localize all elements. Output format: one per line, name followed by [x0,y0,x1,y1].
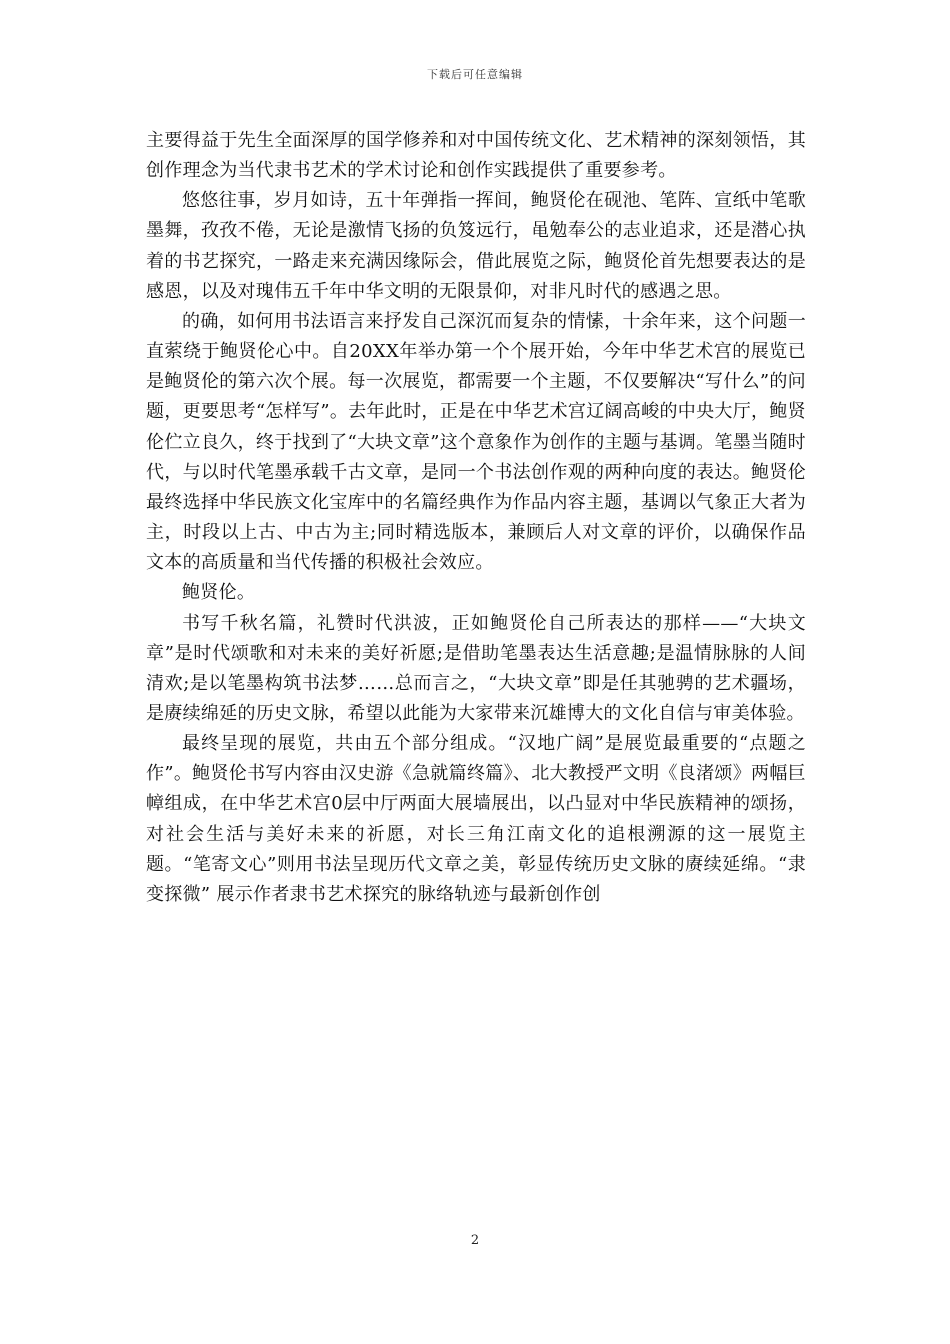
document-body [146,126,806,910]
paragraph-3: 的确，如何用书法语言来抒发自己深沉而复杂的情愫，十余年来，这个问题一直萦绕于鲍贤伦心中。自20XX年举办第一个个展开始，今年中华艺术宫的展览已是鲍贤伦的第六次个展。每一次展览，都需要一个主题，不仅要解决“写什么”的问题，更要思考“怎样写”。去年此时，正是在中华艺术宫辽阔高峻的中央大厅，鲍贤伦伫立良久，终于找到了“大块文章”这个意象作为创作的主题与基调。笔墨当随时代，与以时代笔墨承载千古文章，是同一个书法创作观的两种向度的表达。鲍贤伦最终选择中华民族文化宝库中的名篇经典作为作品内容主题，基调以气象正大者为主，时段以上古、中古为主;同时精选版本，兼顾后人对文章的评价，以确保作品文本的高质量和当代传播的积极社会效应。 [146,310,806,574]
paragraph-2: 悠悠往事，岁月如诗，五十年弹指一挥间，鲍贤伦在砚池、笔阵、宣纸中笔歌墨舞，孜孜不倦，无论是激情飞扬的负笈远行，黾勉奉公的志业追求，还是潜心执着的书艺探究，一路走来充满因缘际会，借此展览之际，鲍贤伦首先想要表达的是感恩，以及对瑰伟五千年中华文明的无限景仰，对非凡时代的感遇之思。 [146,190,806,302]
paragraph-5: 书写千秋名篇，礼赞时代洪波，正如鲍贤伦自己所表达的那样——“大块文章”是时代颂歌和对未来的美好祈愿;是借助笔墨表达生活意趣;是温情脉脉的人间清欢;是以笔墨构筑书法梦……总而言之，“大块文章”即是任其驰骋的艺术疆场，是赓续绵延的历史文脉，希望以此能为大家带来沉雄博大的文化自信与审美体验。 [146,612,806,724]
page-header: 下载后可任意编辑 [427,68,523,81]
page-number: 2 [470,1233,480,1248]
paragraph-6: 最终呈现的展览，共由五个部分组成。“汉地广阔”是展览最重要的“点题之作”。鲍贤伦书写内容由汉史游《急就篇终篇》、北大教授严文明《良渚颂》两幅巨幛组成，在中华艺术宫0层中厅两面大展墙展出，以凸显对中华民族精神的颂扬，对社会生活与美好未来的祈愿，对长三角江南文化的追根溯源的这一展览主题。“笔寄文心”则用书法呈现历代文章之美，彰显传统历史文脉的赓续延绵。“隶变探微” 展示作者隶书艺术探究的脉络轨迹与最新创作创 [146,733,806,905]
paragraph-4: 鲍贤伦。 [182,582,256,604]
paragraph-1: 主要得益于先生全面深厚的国学修养和对中国传统文化、艺术精神的深刻领悟，其创作理念为当代隶书艺术的学术讨论和创作实践提供了重要参考。 [146,130,806,182]
